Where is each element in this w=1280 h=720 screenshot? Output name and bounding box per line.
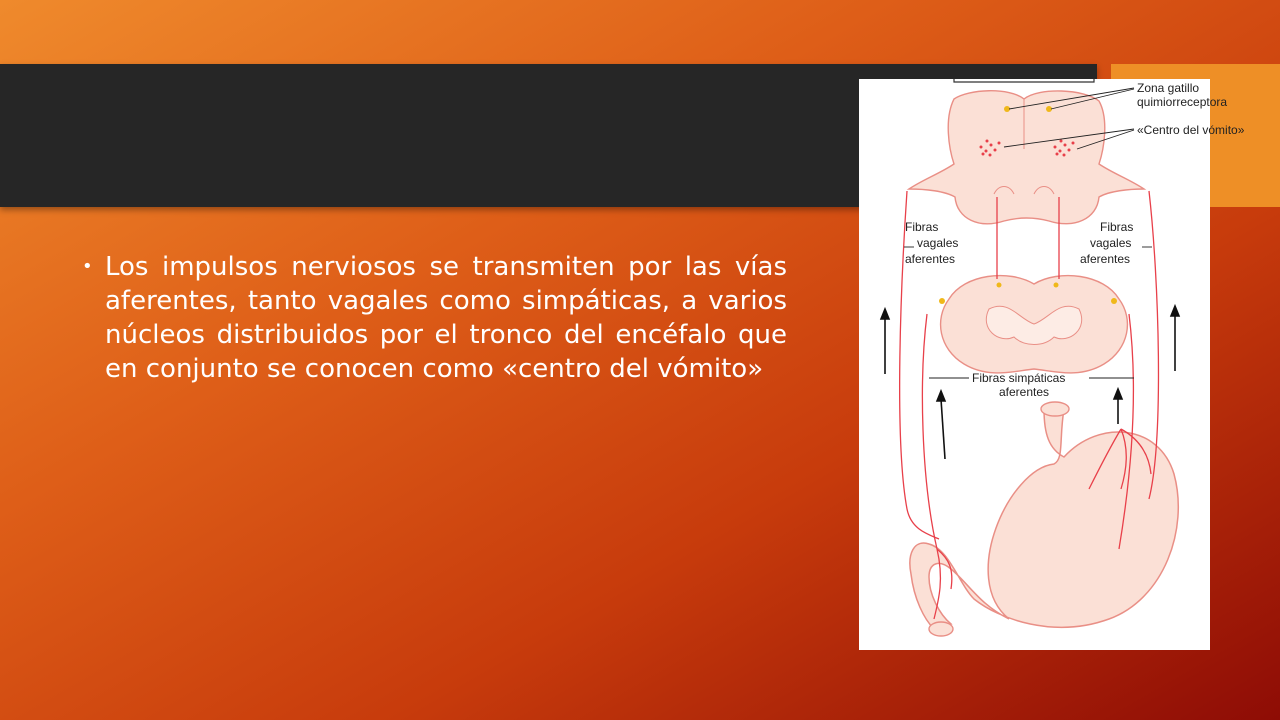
label-vagal-left-2: vagales	[917, 236, 959, 250]
label-vagal-right-2: vagales	[1090, 236, 1132, 250]
vomiting-pathway-diagram	[859, 79, 1245, 650]
label-zona-gatillo: Zona gatillo	[1137, 81, 1200, 95]
label-vagal-right-3: aferentes	[1080, 252, 1131, 266]
slide-content	[82, 250, 812, 386]
sympathetic-ganglion-right	[1111, 298, 1117, 304]
label-simpaticas-aferentes: aferentes	[999, 385, 1050, 399]
label-centro-vomito: «Centro del vómito»	[1137, 123, 1245, 137]
label-vagal-right-1: Fibras	[1100, 220, 1134, 234]
label-fibras-simpaticas: Fibras simpáticas	[972, 371, 1066, 385]
bullet-item	[82, 250, 812, 386]
sympathetic-ganglion-left	[939, 298, 945, 304]
label-vagal-left-1: Fibras	[905, 220, 939, 234]
top-bracket	[954, 79, 1094, 82]
bullet-marker: •	[82, 256, 93, 277]
esophagus-opening	[1041, 402, 1069, 416]
brainstem	[909, 91, 1144, 224]
bullet-text: Los impulsos nerviosos se transmiten por las vías aferentes, tanto vagales como simpáticas, a varios núcleos distribuidos por el tronco del encéfalo que en conjunto se conocen como «centro del vómito»	[105, 252, 787, 384]
label-quimiorreceptora: quimiorreceptora	[1137, 95, 1228, 109]
label-vagal-left-3: aferentes	[905, 252, 956, 266]
